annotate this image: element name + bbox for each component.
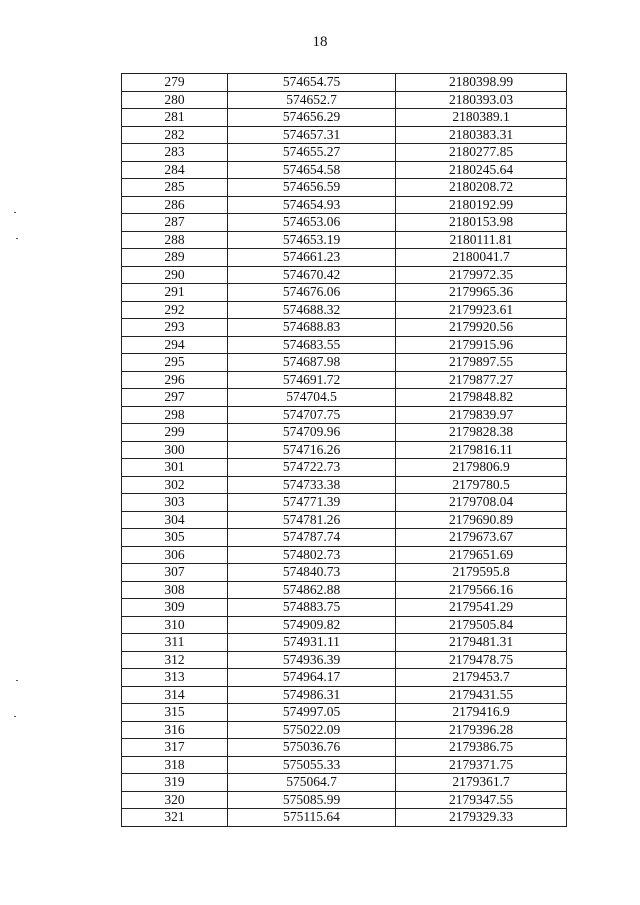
x-coordinate-cell: 574654.58: [228, 161, 396, 179]
x-coordinate-cell: 575085.99: [228, 791, 396, 809]
x-coordinate-cell: 574840.73: [228, 564, 396, 582]
y-coordinate-cell: 2179453.7: [396, 669, 567, 687]
y-coordinate-cell: 2179396.28: [396, 721, 567, 739]
y-coordinate-cell: 2179431.55: [396, 686, 567, 704]
x-coordinate-cell: 574931.11: [228, 634, 396, 652]
point-number-cell: 293: [122, 319, 228, 337]
table-row: [122, 406, 567, 424]
table-row: [122, 756, 567, 774]
x-coordinate-cell: 574688.32: [228, 301, 396, 319]
x-coordinate-cell: 574683.55: [228, 336, 396, 354]
table-row: [122, 354, 567, 372]
x-coordinate-cell: 575036.76: [228, 739, 396, 757]
table-row: [122, 284, 567, 302]
x-coordinate-cell: 574909.82: [228, 616, 396, 634]
x-coordinate-cell: 574707.75: [228, 406, 396, 424]
x-coordinate-cell: 574656.59: [228, 179, 396, 197]
point-number-cell: 283: [122, 144, 228, 162]
y-coordinate-cell: 2180208.72: [396, 179, 567, 197]
y-coordinate-cell: 2179920.56: [396, 319, 567, 337]
x-coordinate-cell: 574654.93: [228, 196, 396, 214]
y-coordinate-cell: 2179361.7: [396, 774, 567, 792]
scan-speck: [16, 680, 18, 681]
coordinates-table-body: [122, 74, 567, 827]
x-coordinate-cell: 574709.96: [228, 424, 396, 442]
table-row: [122, 564, 567, 582]
point-number-cell: 290: [122, 266, 228, 284]
x-coordinate-cell: 574716.26: [228, 441, 396, 459]
point-number-cell: 307: [122, 564, 228, 582]
point-number-cell: 314: [122, 686, 228, 704]
point-number-cell: 315: [122, 704, 228, 722]
table-row: [122, 616, 567, 634]
y-coordinate-cell: 2179673.67: [396, 529, 567, 547]
y-coordinate-cell: 2180398.99: [396, 74, 567, 92]
x-coordinate-cell: 575064.7: [228, 774, 396, 792]
table-row: [122, 669, 567, 687]
table-row: [122, 791, 567, 809]
point-number-cell: 316: [122, 721, 228, 739]
table-row: [122, 476, 567, 494]
point-number-cell: 291: [122, 284, 228, 302]
y-coordinate-cell: 2179541.29: [396, 599, 567, 617]
table-row: [122, 599, 567, 617]
y-coordinate-cell: 2179651.69: [396, 546, 567, 564]
x-coordinate-cell: 574936.39: [228, 651, 396, 669]
x-coordinate-cell: 574653.19: [228, 231, 396, 249]
table-row: [122, 441, 567, 459]
point-number-cell: 317: [122, 739, 228, 757]
y-coordinate-cell: 2180111.81: [396, 231, 567, 249]
x-coordinate-cell: 574997.05: [228, 704, 396, 722]
point-number-cell: 305: [122, 529, 228, 547]
table-row: [122, 266, 567, 284]
table-row: [122, 511, 567, 529]
point-number-cell: 306: [122, 546, 228, 564]
point-number-cell: 311: [122, 634, 228, 652]
table-row: [122, 371, 567, 389]
x-coordinate-cell: 574653.06: [228, 214, 396, 232]
point-number-cell: 295: [122, 354, 228, 372]
point-number-cell: 280: [122, 91, 228, 109]
table-row: [122, 686, 567, 704]
table-row: [122, 249, 567, 267]
point-number-cell: 282: [122, 126, 228, 144]
scan-speck: [14, 716, 16, 717]
point-number-cell: 301: [122, 459, 228, 477]
table-row: [122, 459, 567, 477]
y-coordinate-cell: 2179965.36: [396, 284, 567, 302]
y-coordinate-cell: 2180192.99: [396, 196, 567, 214]
y-coordinate-cell: 2179806.9: [396, 459, 567, 477]
point-number-cell: 286: [122, 196, 228, 214]
point-number-cell: 310: [122, 616, 228, 634]
table-row: [122, 109, 567, 127]
x-coordinate-cell: 574862.88: [228, 581, 396, 599]
table-row: [122, 634, 567, 652]
point-number-cell: 281: [122, 109, 228, 127]
table-row: [122, 231, 567, 249]
y-coordinate-cell: 2179708.04: [396, 494, 567, 512]
y-coordinate-cell: 2179816.11: [396, 441, 567, 459]
table-row: [122, 179, 567, 197]
x-coordinate-cell: 574964.17: [228, 669, 396, 687]
x-coordinate-cell: 574704.5: [228, 389, 396, 407]
y-coordinate-cell: 2180153.98: [396, 214, 567, 232]
y-coordinate-cell: 2180041.7: [396, 249, 567, 267]
point-number-cell: 319: [122, 774, 228, 792]
x-coordinate-cell: 574733.38: [228, 476, 396, 494]
x-coordinate-cell: 574787.74: [228, 529, 396, 547]
y-coordinate-cell: 2179505.84: [396, 616, 567, 634]
x-coordinate-cell: 574661.23: [228, 249, 396, 267]
table-row: [122, 809, 567, 827]
table-row: [122, 704, 567, 722]
point-number-cell: 285: [122, 179, 228, 197]
y-coordinate-cell: 2179848.82: [396, 389, 567, 407]
y-coordinate-cell: 2180393.03: [396, 91, 567, 109]
point-number-cell: 292: [122, 301, 228, 319]
point-number-cell: 299: [122, 424, 228, 442]
x-coordinate-cell: 574781.26: [228, 511, 396, 529]
x-coordinate-cell: 574986.31: [228, 686, 396, 704]
y-coordinate-cell: 2179780.5: [396, 476, 567, 494]
point-number-cell: 294: [122, 336, 228, 354]
x-coordinate-cell: 574687.98: [228, 354, 396, 372]
x-coordinate-cell: 574657.31: [228, 126, 396, 144]
x-coordinate-cell: 574691.72: [228, 371, 396, 389]
x-coordinate-cell: 574688.83: [228, 319, 396, 337]
scan-speck: [14, 212, 16, 213]
scan-speck: [16, 238, 18, 239]
point-number-cell: 313: [122, 669, 228, 687]
point-number-cell: 279: [122, 74, 228, 92]
table-row: [122, 196, 567, 214]
point-number-cell: 303: [122, 494, 228, 512]
table-row: [122, 424, 567, 442]
point-number-cell: 318: [122, 756, 228, 774]
table-row: [122, 389, 567, 407]
y-coordinate-cell: 2179915.96: [396, 336, 567, 354]
y-coordinate-cell: 2179347.55: [396, 791, 567, 809]
y-coordinate-cell: 2179329.33: [396, 809, 567, 827]
x-coordinate-cell: 574652.7: [228, 91, 396, 109]
y-coordinate-cell: 2180277.85: [396, 144, 567, 162]
y-coordinate-cell: 2179566.16: [396, 581, 567, 599]
y-coordinate-cell: 2179416.9: [396, 704, 567, 722]
point-number-cell: 297: [122, 389, 228, 407]
x-coordinate-cell: 574676.06: [228, 284, 396, 302]
x-coordinate-cell: 574670.42: [228, 266, 396, 284]
point-number-cell: 287: [122, 214, 228, 232]
y-coordinate-cell: 2179828.38: [396, 424, 567, 442]
y-coordinate-cell: 2179972.35: [396, 266, 567, 284]
x-coordinate-cell: 575055.33: [228, 756, 396, 774]
x-coordinate-cell: 574656.29: [228, 109, 396, 127]
table-row: [122, 91, 567, 109]
table-row: [122, 651, 567, 669]
point-number-cell: 288: [122, 231, 228, 249]
y-coordinate-cell: 2179478.75: [396, 651, 567, 669]
table-row: [122, 739, 567, 757]
y-coordinate-cell: 2179386.75: [396, 739, 567, 757]
table-row: [122, 126, 567, 144]
y-coordinate-cell: 2179923.61: [396, 301, 567, 319]
y-coordinate-cell: 2180383.31: [396, 126, 567, 144]
y-coordinate-cell: 2179595.8: [396, 564, 567, 582]
point-number-cell: 309: [122, 599, 228, 617]
table-row: [122, 336, 567, 354]
x-coordinate-cell: 574802.73: [228, 546, 396, 564]
y-coordinate-cell: 2179371.75: [396, 756, 567, 774]
point-number-cell: 320: [122, 791, 228, 809]
table-row: [122, 774, 567, 792]
point-number-cell: 302: [122, 476, 228, 494]
y-coordinate-cell: 2179481.31: [396, 634, 567, 652]
point-number-cell: 298: [122, 406, 228, 424]
x-coordinate-cell: 574771.39: [228, 494, 396, 512]
y-coordinate-cell: 2179897.55: [396, 354, 567, 372]
table-row: [122, 144, 567, 162]
page-number: 18: [312, 34, 328, 50]
table-row: [122, 74, 567, 92]
y-coordinate-cell: 2179839.97: [396, 406, 567, 424]
table-row: [122, 529, 567, 547]
y-coordinate-cell: 2180245.64: [396, 161, 567, 179]
point-number-cell: 312: [122, 651, 228, 669]
x-coordinate-cell: 574722.73: [228, 459, 396, 477]
point-number-cell: 284: [122, 161, 228, 179]
table-row: [122, 721, 567, 739]
y-coordinate-cell: 2180389.1: [396, 109, 567, 127]
coordinates-table: [121, 73, 567, 827]
x-coordinate-cell: 574655.27: [228, 144, 396, 162]
table-row: [122, 546, 567, 564]
point-number-cell: 296: [122, 371, 228, 389]
x-coordinate-cell: 575115.64: [228, 809, 396, 827]
table-row: [122, 319, 567, 337]
point-number-cell: 321: [122, 809, 228, 827]
x-coordinate-cell: 575022.09: [228, 721, 396, 739]
point-number-cell: 289: [122, 249, 228, 267]
y-coordinate-cell: 2179690.89: [396, 511, 567, 529]
y-coordinate-cell: 2179877.27: [396, 371, 567, 389]
x-coordinate-cell: 574883.75: [228, 599, 396, 617]
table-row: [122, 494, 567, 512]
x-coordinate-cell: 574654.75: [228, 74, 396, 92]
point-number-cell: 308: [122, 581, 228, 599]
table-row: [122, 581, 567, 599]
table-row: [122, 214, 567, 232]
point-number-cell: 300: [122, 441, 228, 459]
table-row: [122, 301, 567, 319]
table-row: [122, 161, 567, 179]
point-number-cell: 304: [122, 511, 228, 529]
